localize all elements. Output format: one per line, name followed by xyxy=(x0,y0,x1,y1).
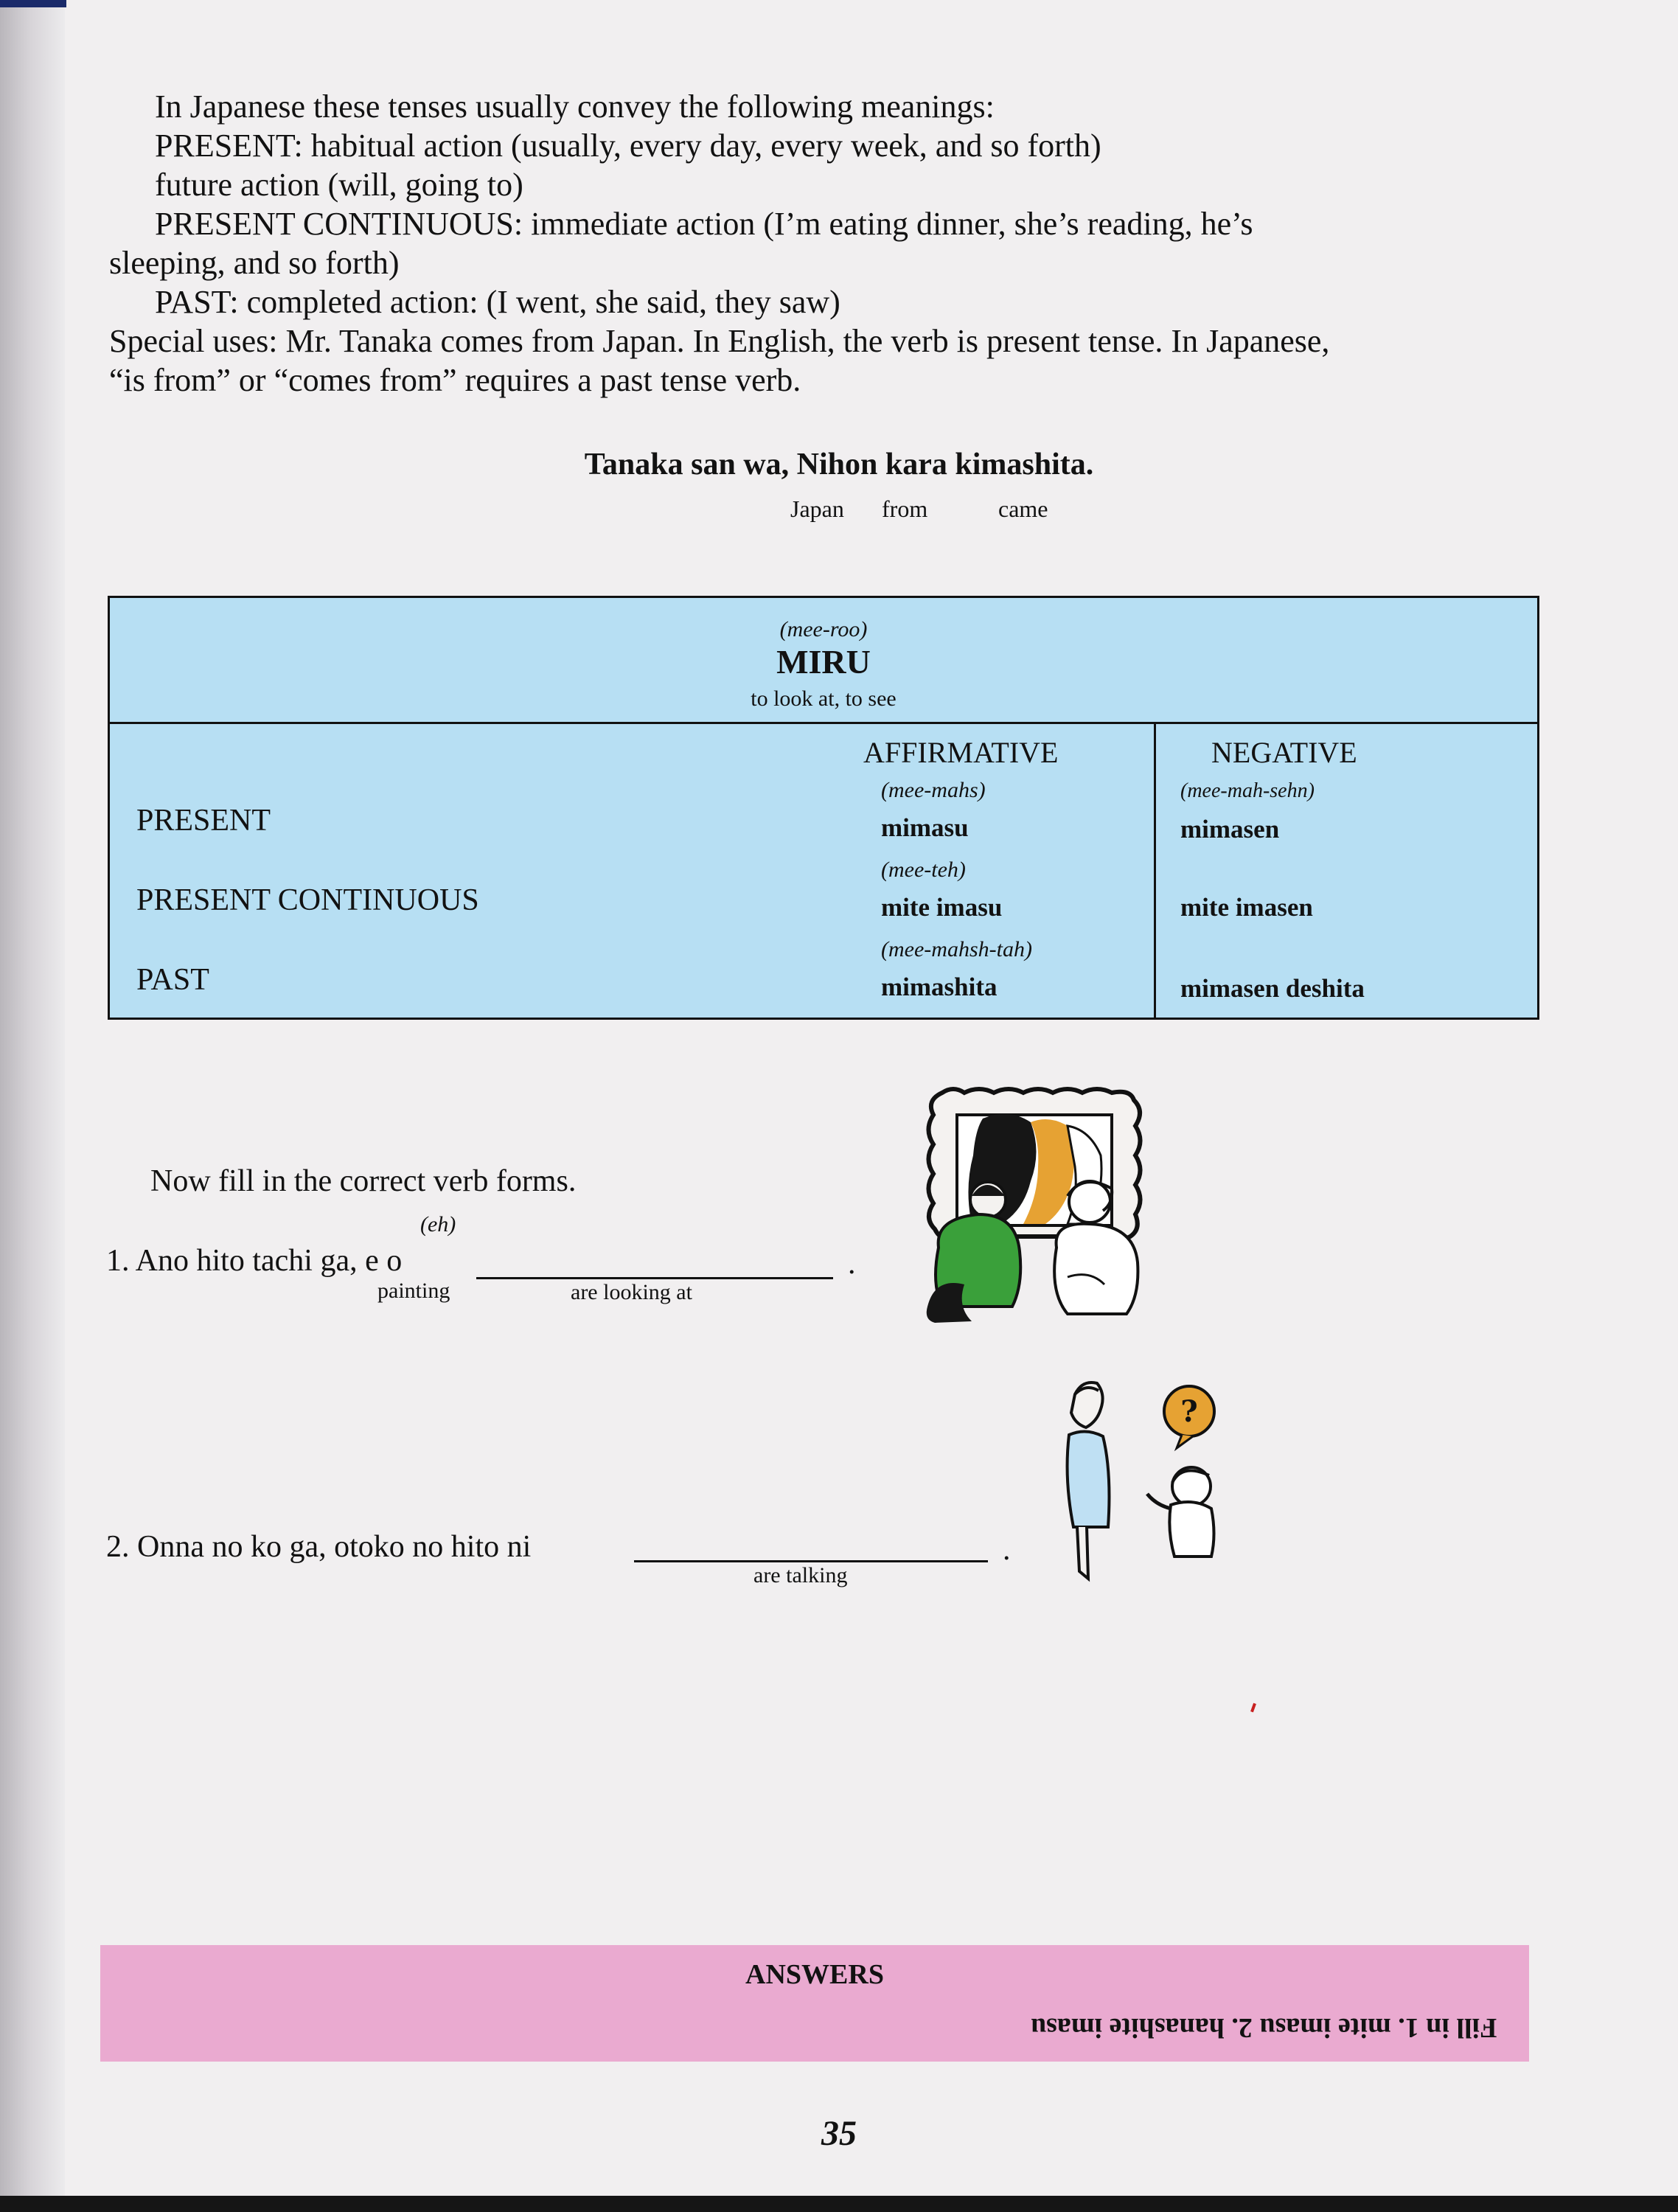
past-negative: mimasen deshita xyxy=(1180,974,1365,1003)
present-affirmative: mimasu xyxy=(881,813,969,842)
question-mark-bubble-icon xyxy=(1164,1386,1214,1448)
answers-box xyxy=(100,1945,1529,2062)
q1-pronunciation: (eh) xyxy=(420,1212,456,1237)
gloss-came: came xyxy=(998,495,1048,522)
intro-line: future action (will, going to) xyxy=(155,167,523,203)
answer-blank-1[interactable] xyxy=(476,1277,833,1279)
continuous-aff-pron: (mee-teh) xyxy=(881,858,966,882)
gloss-from: from xyxy=(882,495,928,522)
book-binding-shadow xyxy=(0,0,65,2212)
page-number: 35 xyxy=(821,2114,857,2153)
intro-line: PRESENT: habitual action (usually, every day, every week, and so forth) xyxy=(155,128,1101,164)
verb-title: MIRU xyxy=(776,643,871,681)
past-affirmative: mimashita xyxy=(881,973,998,1001)
q1-gloss-looking: are looking at xyxy=(571,1280,692,1304)
row-label-past: PAST xyxy=(136,963,209,997)
past-aff-pron: (mee-mahsh-tah) xyxy=(881,937,1032,961)
intro-text xyxy=(109,87,1539,400)
intro-line: PAST: completed action: (I went, she said, they saw) xyxy=(155,284,840,320)
verb-meaning: to look at, to see xyxy=(751,686,897,711)
question-1: 1. Ano hito tachi ga, e o xyxy=(106,1244,403,1278)
column-affirmative: AFFIRMATIVE xyxy=(863,736,1059,769)
intro-line: “is from” or “comes from” requires a past tense verb. xyxy=(109,362,801,398)
intro-line: PRESENT CONTINUOUS: immediate action (I’m eating dinner, she’s reading, he’s xyxy=(155,206,1253,242)
intro-line: sleeping, and so forth) xyxy=(109,245,400,281)
answer-blank-2[interactable] xyxy=(634,1560,988,1562)
museum-painting-illustration xyxy=(920,1085,1156,1329)
present-negative: mimasen xyxy=(1180,815,1280,844)
answers-upside-down-text: Fill in 1. mite imasu 2. hanashite imasu xyxy=(1030,2012,1497,2043)
gloss-japan: Japan xyxy=(790,495,844,522)
intro-line: Special uses: Mr. Tanaka comes from Japan. In English, the verb is present tense. In Japanese, xyxy=(109,323,1330,359)
present-aff-pron: (mee-mahs) xyxy=(881,778,986,802)
q1-end-period: . xyxy=(848,1247,856,1281)
conjugation-header xyxy=(110,598,1537,724)
column-negative: NEGATIVE xyxy=(1211,736,1357,769)
continuous-negative: mite imasen xyxy=(1180,893,1313,922)
q2-end-period: . xyxy=(1003,1533,1011,1567)
row-label-present-continuous: PRESENT CONTINUOUS xyxy=(136,883,479,917)
corner-mark xyxy=(0,0,66,7)
exercise-instruction: Now fill in the correct verb forms. xyxy=(150,1164,577,1198)
girl-asking-man-illustration xyxy=(1053,1376,1237,1582)
continuous-affirmative: mite imasu xyxy=(881,893,1003,922)
verb-pronunciation: (mee-roo) xyxy=(779,617,868,641)
intro-line: In Japanese these tenses usually convey the following meanings: xyxy=(155,88,995,125)
q2-gloss-talking: are talking xyxy=(753,1563,848,1587)
answers-title: ANSWERS xyxy=(745,1959,884,1990)
ink-speck xyxy=(1250,1703,1256,1713)
svg-text:?: ? xyxy=(1180,1394,1198,1429)
page-bottom-edge xyxy=(0,2196,1678,2212)
q1-gloss-painting: painting xyxy=(377,1279,450,1303)
conjugation-table xyxy=(108,596,1539,1020)
present-neg-pron: (mee-mah-sehn) xyxy=(1180,779,1315,802)
column-divider xyxy=(1154,722,1156,1020)
row-label-present: PRESENT xyxy=(136,804,271,838)
example-sentence: Tanaka san wa, Nihon kara kimashita. xyxy=(584,448,1094,481)
question-2: 2. Onna no ko ga, otoko no hito ni xyxy=(106,1530,532,1564)
